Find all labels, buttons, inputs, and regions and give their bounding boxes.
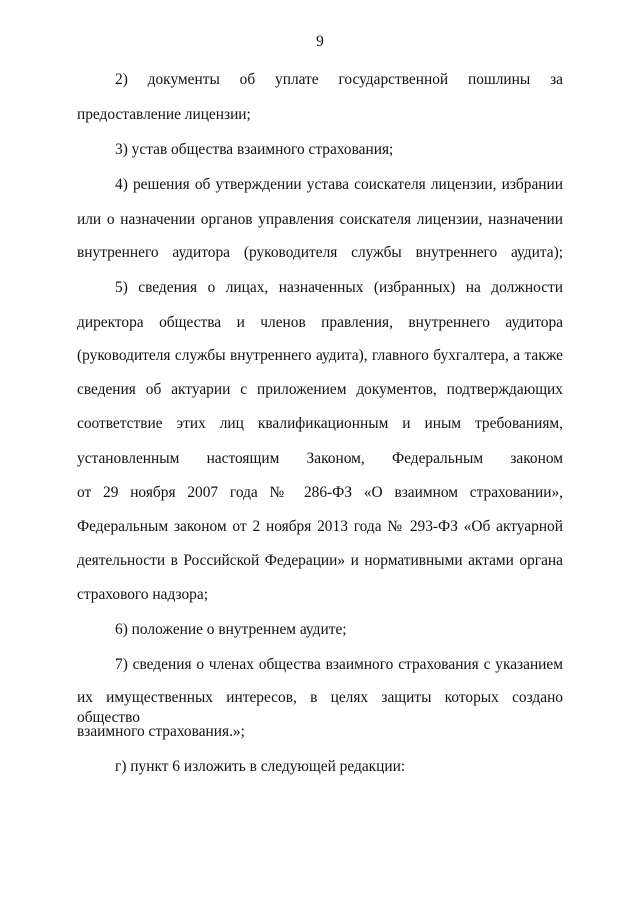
text-line: взаимного страхования.»; — [77, 723, 245, 740]
text-line: или о назначении органов управления соискателя лицензии, назначении — [77, 211, 563, 228]
text-line: 2) документы об уплате государственной пошлины за — [115, 71, 563, 88]
text-line: Федеральным законом от 2 ноября 2013 года № 293-ФЗ «Об актуарной — [77, 518, 563, 535]
text-line: деятельности в Российской Федерации» и нормативными актами органа — [77, 552, 563, 569]
text-line: 4) решения об утверждении устава соискателя лицензии, избрании — [115, 176, 563, 193]
text-line: соответствие этих лиц квалификационным и иным требованиям, — [77, 415, 563, 432]
text-line: г) пункт 6 изложить в следующей редакции: — [115, 758, 406, 775]
text-line: от 29 ноября 2007 года № 286-ФЗ «О взаимном страховании», — [77, 484, 563, 501]
text-line: предоставление лицензии; — [77, 106, 251, 123]
page-number: 9 — [316, 33, 324, 50]
text-line: (руководителя службы внутреннего аудита), главного бухгалтера, а также — [77, 347, 563, 364]
text-line: 5) сведения о лицах, назначенных (избранных) на должности — [115, 279, 563, 296]
text-line: установленным настоящим Законом, Федеральным законом — [77, 450, 563, 467]
text-line: 7) сведения о членах общества взаимного страхования с указанием — [115, 656, 563, 673]
text-line: 3) устав общества взаимного страхования; — [115, 141, 394, 158]
text-line: страхового надзора; — [77, 586, 208, 603]
text-line: 6) положение о внутреннем аудите; — [115, 621, 347, 638]
text-line: внутреннего аудитора (руководителя службы внутреннего аудита); — [77, 244, 563, 261]
text-line: директора общества и членов правления, внутреннего аудитора — [77, 314, 563, 331]
text-line: сведения об актуарии с приложением документов, подтверждающих — [77, 381, 563, 398]
text-line: их имущественных интересов, в целях защиты которых создано общество — [77, 689, 563, 726]
